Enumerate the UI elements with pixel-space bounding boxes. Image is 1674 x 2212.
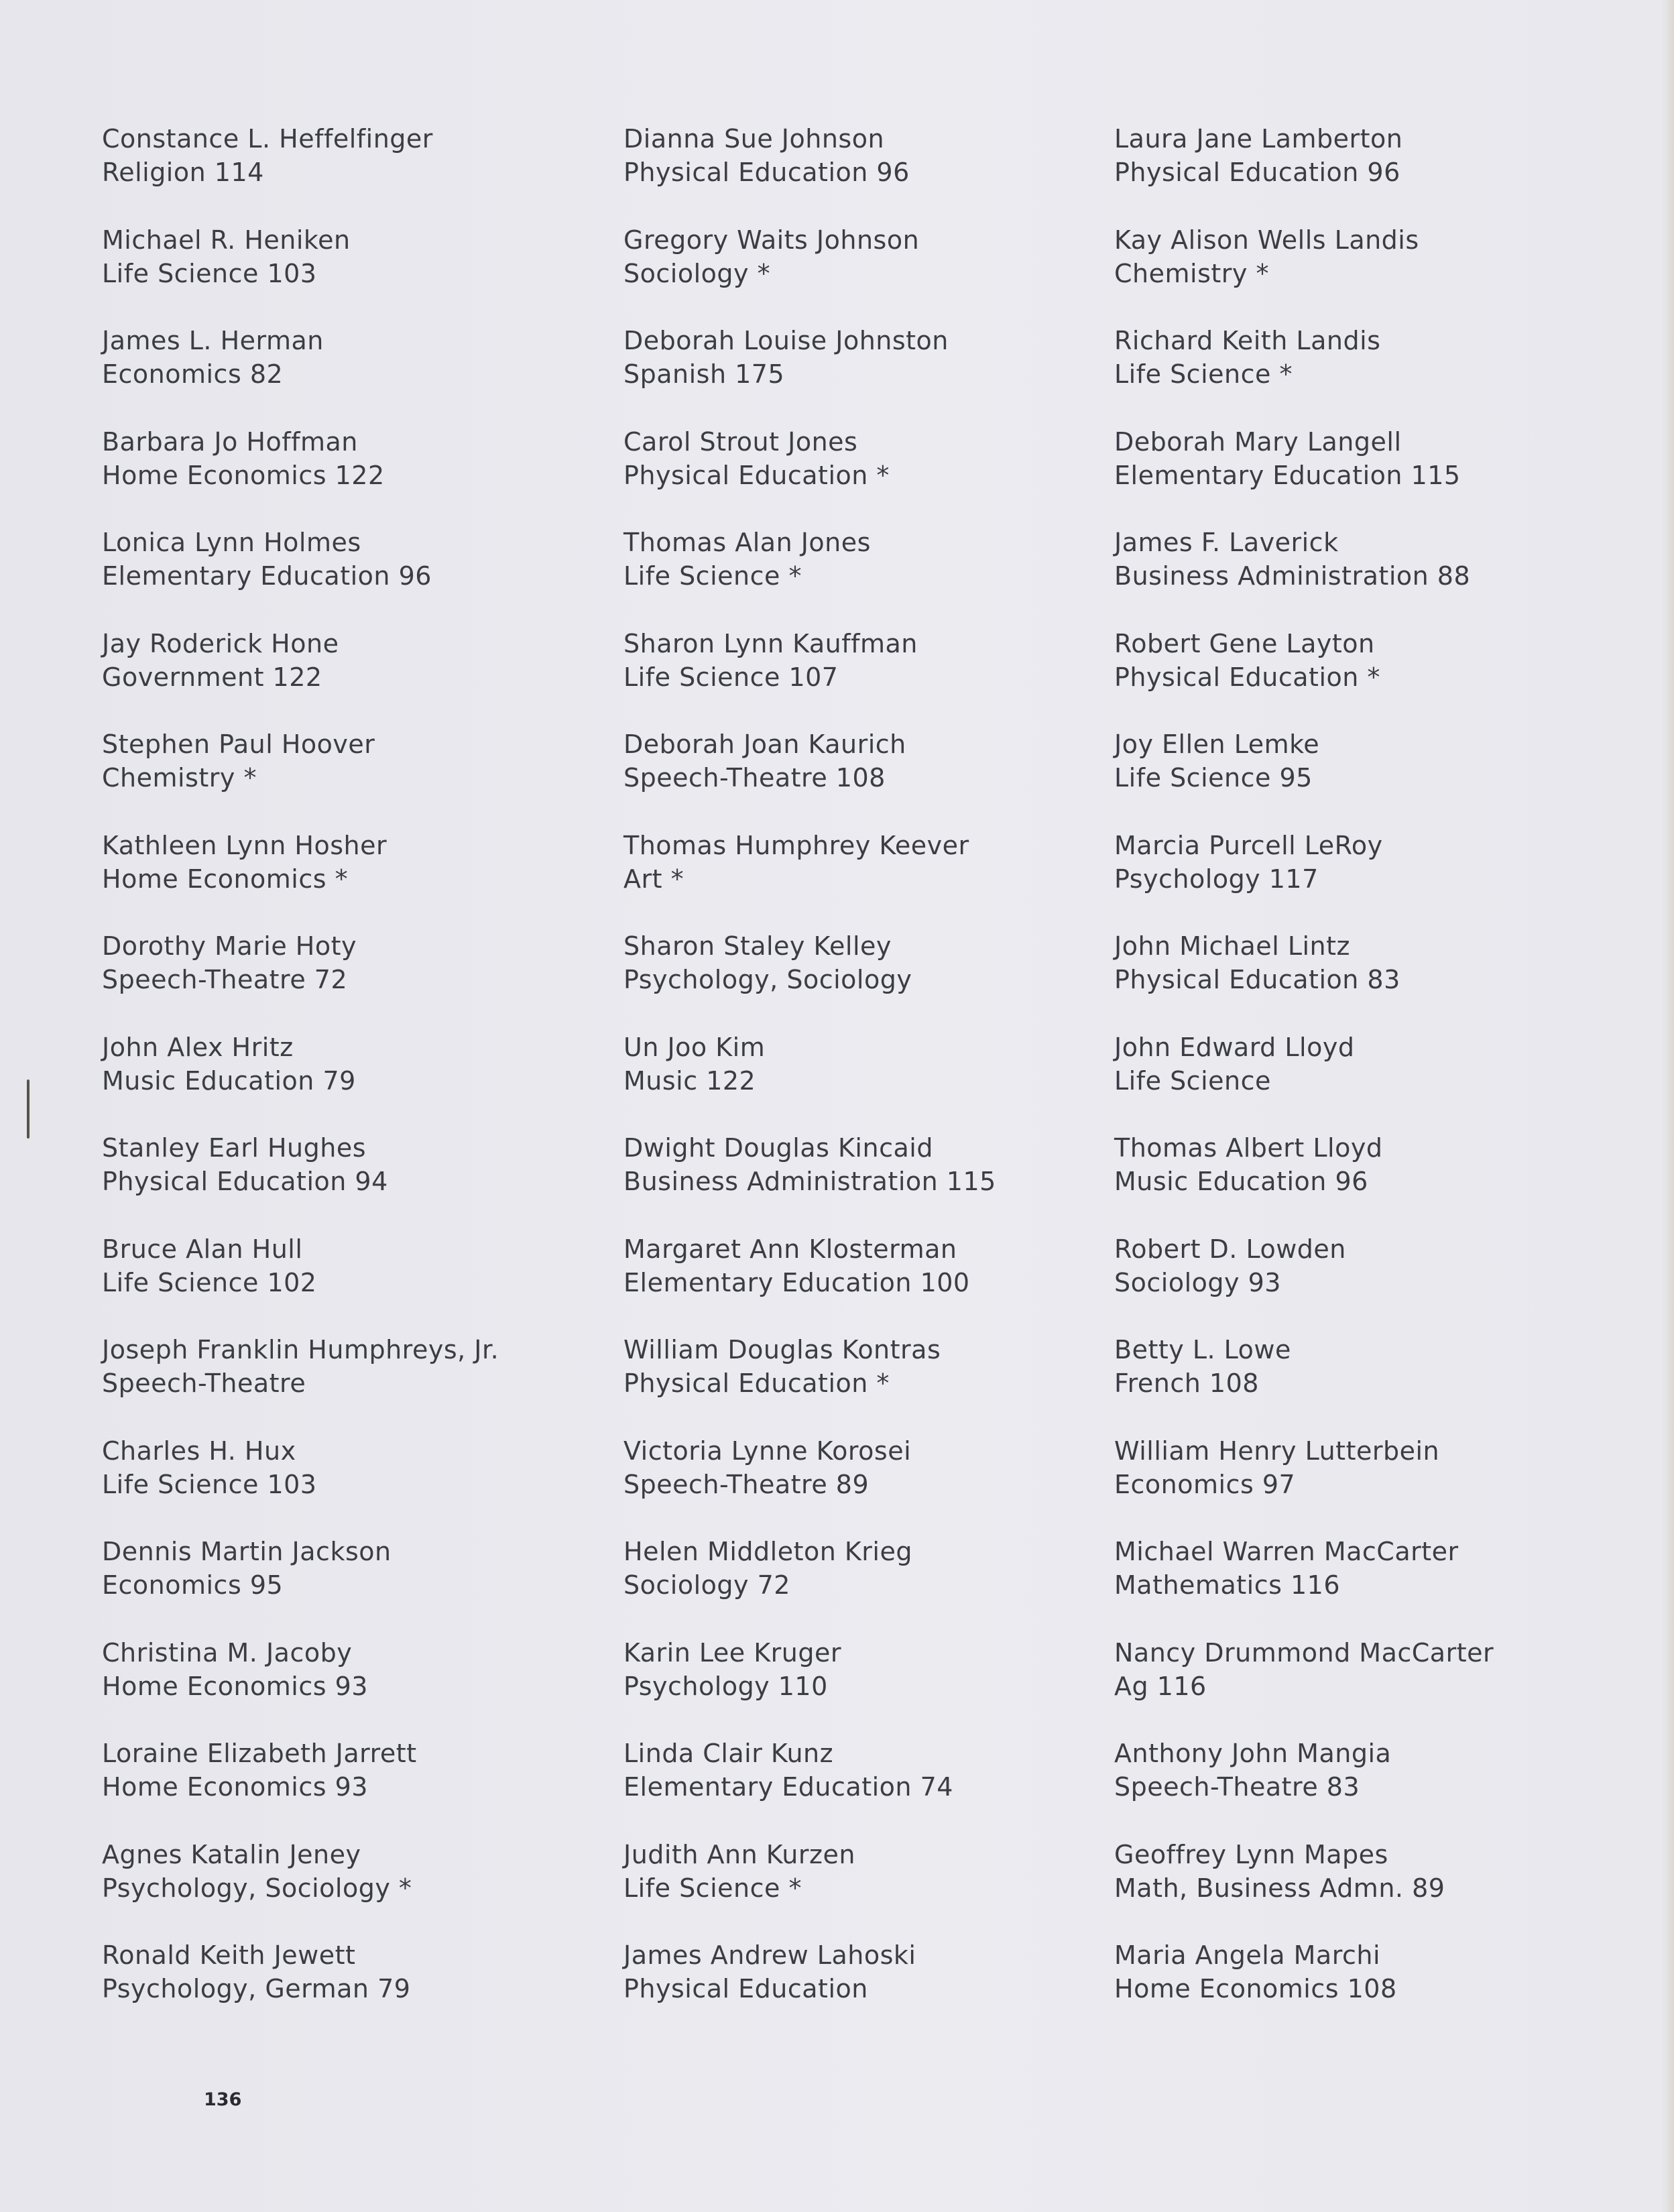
major-and-page: Life Science * — [623, 561, 802, 591]
directory-entry — [102, 627, 585, 728]
person-name: Victoria Lynne Korosei — [623, 1436, 912, 1466]
major-and-page: Elementary Education 115 — [1114, 460, 1461, 490]
directory-entry — [1114, 1131, 1597, 1232]
major-and-page: Elementary Education 74 — [623, 1772, 953, 1802]
directory-entry — [623, 425, 1106, 526]
person-name: Jay Roderick Hone — [102, 628, 339, 658]
person-name: James L. Herman — [102, 326, 324, 355]
directory-entry — [623, 324, 1106, 425]
major-and-page: Physical Education 96 — [623, 158, 910, 187]
person-name: William Henry Lutterbein — [1114, 1436, 1440, 1466]
person-name: Lonica Lynn Holmes — [102, 528, 361, 557]
person-name: Margaret Ann Klosterman — [623, 1234, 957, 1264]
major-and-page: Speech-Theatre 83 — [1114, 1772, 1360, 1802]
major-and-page: Speech-Theatre 108 — [623, 763, 886, 793]
directory-entry — [1114, 727, 1597, 829]
major-and-page: Life Science — [1114, 1065, 1271, 1096]
person-name: Robert Gene Layton — [1114, 628, 1375, 658]
person-name: Michael R. Heniken — [102, 225, 351, 255]
directory-entry — [1114, 526, 1597, 627]
major-and-page: Music Education 96 — [1114, 1167, 1368, 1196]
person-name: Joseph Franklin Humphreys, Jr. — [102, 1335, 499, 1364]
directory-entry — [102, 1131, 585, 1232]
directory-entry — [623, 1434, 1106, 1535]
person-name: Christina M. Jacoby — [102, 1637, 353, 1668]
major-and-page: Spanish 175 — [623, 359, 785, 389]
major-and-page: Physical Education * — [623, 460, 890, 490]
major-and-page: Sociology 93 — [1114, 1267, 1281, 1297]
directory-entry — [102, 122, 585, 223]
directory-entry — [1114, 1737, 1597, 1838]
person-name: Nancy Drummond MacCarter — [1114, 1637, 1494, 1668]
major-and-page: Physical Education 94 — [102, 1167, 388, 1196]
directory-entry — [1114, 1031, 1597, 1132]
major-and-page: Life Science * — [623, 1873, 802, 1903]
person-name: Kathleen Lynn Hosher — [102, 830, 387, 860]
major-and-page: Psychology, Sociology * — [102, 1873, 412, 1903]
directory-entry — [623, 122, 1106, 223]
directory-entry — [102, 929, 585, 1031]
directory-entry — [623, 1737, 1106, 1838]
directory-entry — [1114, 1535, 1597, 1636]
major-and-page: Economics 95 — [102, 1570, 284, 1600]
major-and-page: Life Science 107 — [623, 662, 839, 692]
directory-entry — [623, 727, 1106, 829]
person-name: James Andrew Lahoski — [623, 1940, 916, 1970]
person-name: Betty L. Lowe — [1114, 1335, 1291, 1364]
person-name: Deborah Joan Kaurich — [623, 730, 906, 759]
person-name: Richard Keith Landis — [1114, 326, 1381, 355]
directory-entry — [102, 324, 585, 425]
major-and-page: Life Science 95 — [1114, 763, 1313, 793]
major-and-page: Economics 82 — [102, 359, 284, 389]
person-name: Barbara Jo Hoffman — [102, 426, 358, 457]
major-and-page: Elementary Education 100 — [623, 1267, 970, 1297]
directory-entry — [1114, 1938, 1597, 2040]
person-name: Robert D. Lowden — [1114, 1234, 1346, 1264]
major-and-page: Business Administration 88 — [1114, 561, 1471, 591]
major-and-page: Art * — [623, 864, 684, 894]
directory-entry — [102, 727, 585, 829]
person-name: Laura Jane Lamberton — [1114, 124, 1403, 154]
directory-entry — [1114, 929, 1597, 1031]
directory-entry — [102, 829, 585, 930]
person-name: Thomas Alan Jones — [623, 528, 871, 557]
person-name: John Edward Lloyd — [1114, 1032, 1355, 1062]
directory-entry — [102, 1333, 585, 1434]
major-and-page: Speech-Theatre — [102, 1369, 306, 1398]
directory-entry — [102, 1938, 585, 2040]
person-name: Dorothy Marie Hoty — [102, 931, 357, 961]
person-name: Sharon Lynn Kauffman — [623, 628, 918, 658]
directory-entry — [102, 425, 585, 526]
directory-entry — [623, 1333, 1106, 1434]
directory-entry — [1114, 122, 1597, 223]
major-and-page: Life Science 103 — [102, 1469, 317, 1499]
directory-entry — [102, 526, 585, 627]
directory-entry — [1114, 627, 1597, 728]
major-and-page: French 108 — [1114, 1369, 1259, 1398]
major-and-page: Physical Education 83 — [1114, 965, 1400, 994]
directory-entry — [102, 1232, 585, 1334]
person-name: Maria Angela Marchi — [1114, 1940, 1381, 1970]
directory-entry — [623, 1535, 1106, 1636]
person-name: Deborah Louise Johnston — [623, 326, 949, 355]
person-name: Geoffrey Lynn Mapes — [1114, 1839, 1388, 1869]
directory-entry — [102, 1434, 585, 1535]
directory-column-1 — [102, 122, 585, 2040]
major-and-page: Home Economics 93 — [102, 1772, 368, 1802]
directory-entry — [102, 1636, 585, 1737]
person-name: Stanley Earl Hughes — [102, 1133, 366, 1163]
directory-entry — [623, 1838, 1106, 1939]
person-name: Bruce Alan Hull — [102, 1234, 303, 1264]
major-and-page: Sociology 72 — [623, 1570, 790, 1600]
major-and-page: Economics 97 — [1114, 1469, 1296, 1499]
person-name: Charles H. Hux — [102, 1436, 296, 1466]
person-name: Michael Warren MacCarter — [1114, 1537, 1459, 1566]
directory-entry — [102, 223, 585, 325]
person-name: Kay Alison Wells Landis — [1114, 225, 1419, 255]
person-name: Carol Strout Jones — [623, 426, 858, 457]
directory-entry — [102, 1535, 585, 1636]
directory-entry — [1114, 1838, 1597, 1939]
person-name: William Douglas Kontras — [623, 1335, 941, 1364]
directory-entry — [1114, 324, 1597, 425]
major-and-page: Ag 116 — [1114, 1671, 1207, 1701]
major-and-page: Music Education 79 — [102, 1065, 356, 1096]
major-and-page: Home Economics 93 — [102, 1671, 368, 1701]
major-and-page: Physical Education — [623, 1974, 868, 2003]
person-name: Sharon Staley Kelley — [623, 931, 892, 961]
directory-entry — [623, 223, 1106, 325]
person-name: Dennis Martin Jackson — [102, 1537, 392, 1566]
person-name: Loraine Elizabeth Jarrett — [102, 1739, 417, 1768]
directory-entry — [623, 929, 1106, 1031]
directory-entry — [623, 627, 1106, 728]
major-and-page: Physical Education 96 — [1114, 158, 1400, 187]
directory-column-3 — [1114, 122, 1597, 2040]
major-and-page: Life Science 102 — [102, 1267, 317, 1297]
major-and-page: Sociology * — [623, 258, 771, 288]
directory-entry — [623, 526, 1106, 627]
directory-column-2 — [623, 122, 1106, 2040]
directory-entry — [623, 829, 1106, 930]
binding-mark — [27, 1080, 29, 1139]
person-name: Karin Lee Kruger — [623, 1637, 841, 1668]
person-name: John Alex Hritz — [102, 1032, 294, 1062]
major-and-page: Chemistry * — [1114, 258, 1269, 288]
directory-entry — [1114, 1636, 1597, 1737]
directory-entry — [102, 1031, 585, 1132]
person-name: Joy Ellen Lemke — [1114, 730, 1320, 759]
person-name: James F. Laverick — [1114, 528, 1339, 557]
person-name: Judith Ann Kurzen — [623, 1839, 855, 1869]
directory-entry — [1114, 425, 1597, 526]
directory-entry — [623, 1131, 1106, 1232]
person-name: Stephen Paul Hoover — [102, 730, 375, 759]
directory-entry — [1114, 1232, 1597, 1334]
directory-entry — [102, 1737, 585, 1838]
person-name: John Michael Lintz — [1114, 931, 1350, 961]
directory-entry — [1114, 829, 1597, 930]
major-and-page: Religion 114 — [102, 158, 264, 187]
major-and-page: Home Economics * — [102, 864, 349, 894]
major-and-page: Psychology, Sociology — [623, 965, 912, 994]
person-name: Constance L. Heffelfinger — [102, 124, 433, 154]
person-name: Gregory Waits Johnson — [623, 225, 920, 255]
major-and-page: Psychology 117 — [1114, 864, 1319, 894]
person-name: Dianna Sue Johnson — [623, 124, 885, 154]
major-and-page: Home Economics 122 — [102, 460, 385, 490]
person-name: Thomas Humphrey Keever — [623, 830, 969, 860]
person-name: Marcia Purcell LeRoy — [1114, 830, 1383, 860]
major-and-page: Speech-Theatre 72 — [102, 965, 348, 994]
major-and-page: Elementary Education 96 — [102, 561, 432, 591]
directory-entry — [623, 1031, 1106, 1132]
major-and-page: Psychology, German 79 — [102, 1974, 411, 2003]
directory-entry — [1114, 1434, 1597, 1535]
directory-entry — [1114, 1333, 1597, 1434]
major-and-page: Chemistry * — [102, 763, 257, 793]
major-and-page: Life Science 103 — [102, 258, 317, 288]
directory-entry — [623, 1232, 1106, 1334]
directory-entry — [102, 1838, 585, 1939]
major-and-page: Government 122 — [102, 662, 322, 692]
directory-entry — [623, 1938, 1106, 2040]
major-and-page: Math, Business Admn. 89 — [1114, 1873, 1445, 1903]
major-and-page: Mathematics 116 — [1114, 1570, 1340, 1600]
person-name: Un Joo Kim — [623, 1032, 766, 1062]
page-number: 136 — [204, 2089, 242, 2110]
person-name: Anthony John Mangia — [1114, 1739, 1392, 1768]
major-and-page: Psychology 110 — [623, 1671, 828, 1701]
major-and-page: Physical Education * — [1114, 662, 1380, 692]
person-name: Helen Middleton Krieg — [623, 1537, 912, 1566]
major-and-page: Music 122 — [623, 1065, 756, 1096]
person-name: Thomas Albert Lloyd — [1114, 1133, 1383, 1163]
person-name: Ronald Keith Jewett — [102, 1940, 356, 1970]
major-and-page: Speech-Theatre 89 — [623, 1469, 870, 1499]
person-name: Dwight Douglas Kincaid — [623, 1133, 933, 1163]
person-name: Agnes Katalin Jeney — [102, 1839, 361, 1869]
major-and-page: Life Science * — [1114, 359, 1293, 389]
major-and-page: Business Administration 115 — [623, 1167, 996, 1196]
person-name: Linda Clair Kunz — [623, 1739, 834, 1768]
person-name: Deborah Mary Langell — [1114, 426, 1402, 457]
directory-entry — [623, 1636, 1106, 1737]
major-and-page: Home Economics 108 — [1114, 1974, 1397, 2003]
major-and-page: Physical Education * — [623, 1369, 890, 1398]
directory-entry — [1114, 223, 1597, 325]
